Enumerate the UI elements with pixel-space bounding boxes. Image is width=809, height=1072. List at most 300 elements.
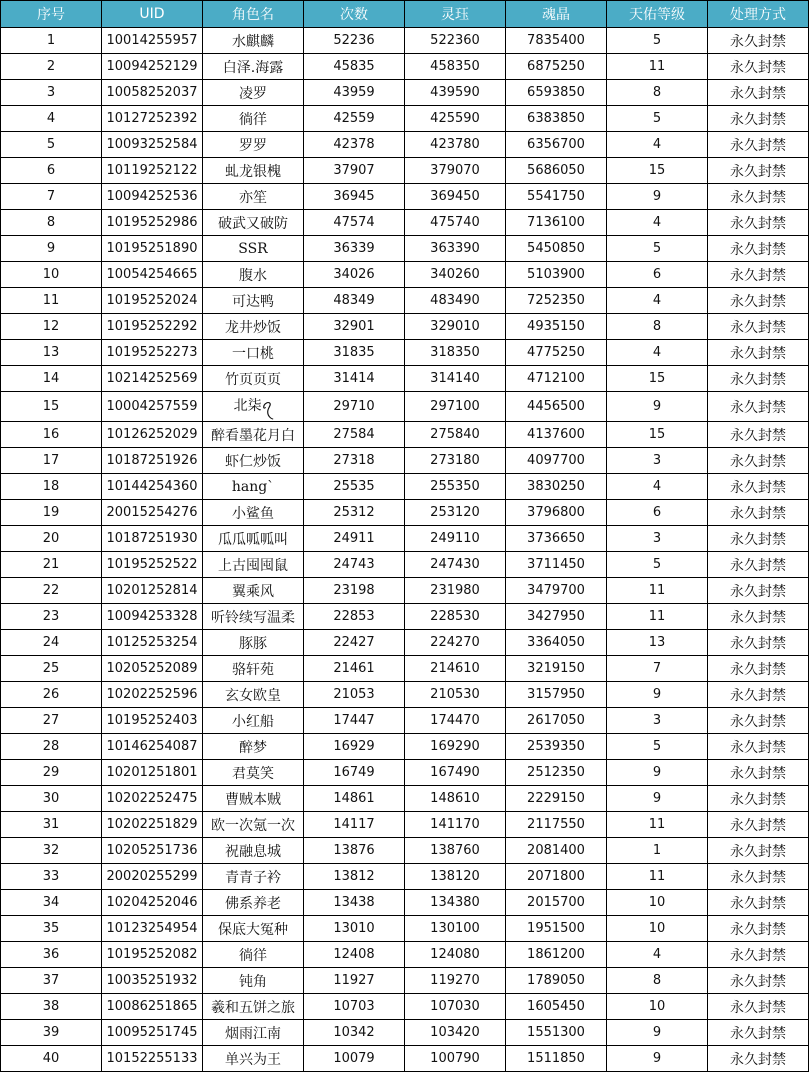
- role-name-cell: 骆轩苑: [203, 656, 304, 682]
- lingjue-cell: 228530: [405, 604, 506, 630]
- header-count: 次数: [304, 1, 405, 28]
- uid-cell: 20015254276: [102, 500, 203, 526]
- table-row: [1, 786, 809, 812]
- count-cell: 12408: [304, 942, 405, 968]
- lingjue-cell: 255350: [405, 474, 506, 500]
- uid-cell: 10152255133: [102, 1046, 203, 1072]
- count-cell: 21053: [304, 682, 405, 708]
- index-cell: 12: [1, 314, 102, 340]
- hunjing-cell: 7252350: [506, 288, 607, 314]
- hunjing-cell: 3830250: [506, 474, 607, 500]
- uid-cell: 10195251890: [102, 236, 203, 262]
- hunjing-cell: 4456500: [506, 392, 607, 422]
- tianyou-level-cell: 11: [607, 864, 708, 890]
- role-name-cell: 羲和五饼之旅: [203, 994, 304, 1020]
- count-cell: 31414: [304, 366, 405, 392]
- lingjue-cell: 314140: [405, 366, 506, 392]
- hunjing-cell: 6383850: [506, 106, 607, 132]
- action-cell: 永久封禁: [708, 340, 809, 366]
- role-name-cell: 钝角: [203, 968, 304, 994]
- count-cell: 34026: [304, 262, 405, 288]
- role-name-cell: 虾仁炒饭: [203, 448, 304, 474]
- table-row: [1, 968, 809, 994]
- index-cell: 27: [1, 708, 102, 734]
- uid-cell: 10205251736: [102, 838, 203, 864]
- action-cell: 永久封禁: [708, 158, 809, 184]
- table-row: [1, 1020, 809, 1046]
- tianyou-level-cell: 5: [607, 236, 708, 262]
- action-cell: 永久封禁: [708, 500, 809, 526]
- hunjing-cell: 2015700: [506, 890, 607, 916]
- index-cell: 28: [1, 734, 102, 760]
- tianyou-level-cell: 8: [607, 80, 708, 106]
- count-cell: 43959: [304, 80, 405, 106]
- role-name-cell: 水麒麟: [203, 28, 304, 54]
- table-row: [1, 500, 809, 526]
- table-row: [1, 812, 809, 838]
- index-cell: 24: [1, 630, 102, 656]
- uid-cell: 10126252029: [102, 422, 203, 448]
- role-name-cell: 醉看墨花月白: [203, 422, 304, 448]
- tianyou-level-cell: 4: [607, 942, 708, 968]
- tianyou-level-cell: 4: [607, 288, 708, 314]
- count-cell: 13010: [304, 916, 405, 942]
- count-cell: 16929: [304, 734, 405, 760]
- table-row: [1, 210, 809, 236]
- uid-cell: 10201251801: [102, 760, 203, 786]
- table-row: [1, 158, 809, 184]
- role-name-cell: 祝融息城: [203, 838, 304, 864]
- role-name-cell: 一口桃: [203, 340, 304, 366]
- table-row: [1, 448, 809, 474]
- table-row: [1, 366, 809, 392]
- index-cell: 38: [1, 994, 102, 1020]
- index-cell: 21: [1, 552, 102, 578]
- role-name-cell: 亦笙: [203, 184, 304, 210]
- hunjing-cell: 4712100: [506, 366, 607, 392]
- hunjing-cell: 5541750: [506, 184, 607, 210]
- hunjing-cell: 2229150: [506, 786, 607, 812]
- lingjue-cell: 224270: [405, 630, 506, 656]
- lingjue-cell: 167490: [405, 760, 506, 786]
- action-cell: 永久封禁: [708, 1046, 809, 1072]
- role-name-cell: 青青子衿: [203, 864, 304, 890]
- lingjue-cell: 100790: [405, 1046, 506, 1072]
- uid-cell: 10095251745: [102, 1020, 203, 1046]
- tianyou-level-cell: 8: [607, 968, 708, 994]
- action-cell: 永久封禁: [708, 54, 809, 80]
- hunjing-cell: 1861200: [506, 942, 607, 968]
- table-row: [1, 132, 809, 158]
- hunjing-cell: 1605450: [506, 994, 607, 1020]
- count-cell: 24911: [304, 526, 405, 552]
- role-name-cell: 竹页页页: [203, 366, 304, 392]
- table-row: [1, 80, 809, 106]
- tianyou-level-cell: 11: [607, 812, 708, 838]
- action-cell: 永久封禁: [708, 890, 809, 916]
- table-row: [1, 682, 809, 708]
- role-name-cell: 北柒ꪖ: [203, 392, 304, 422]
- lingjue-cell: 148610: [405, 786, 506, 812]
- role-name-cell: 听铃续写温柔: [203, 604, 304, 630]
- tianyou-level-cell: 11: [607, 54, 708, 80]
- header-lingjue: 灵珏: [405, 1, 506, 28]
- uid-cell: 10205252089: [102, 656, 203, 682]
- uid-cell: 10201252814: [102, 578, 203, 604]
- tianyou-level-cell: 1: [607, 838, 708, 864]
- count-cell: 14117: [304, 812, 405, 838]
- action-cell: 永久封禁: [708, 760, 809, 786]
- hunjing-cell: 7835400: [506, 28, 607, 54]
- hunjing-cell: 3219150: [506, 656, 607, 682]
- count-cell: 22853: [304, 604, 405, 630]
- lingjue-cell: 107030: [405, 994, 506, 1020]
- index-cell: 30: [1, 786, 102, 812]
- table-row: [1, 236, 809, 262]
- count-cell: 42559: [304, 106, 405, 132]
- hunjing-cell: 3157950: [506, 682, 607, 708]
- uid-cell: 10127252392: [102, 106, 203, 132]
- tianyou-level-cell: 9: [607, 184, 708, 210]
- action-cell: 永久封禁: [708, 812, 809, 838]
- table-row: [1, 262, 809, 288]
- tianyou-level-cell: 6: [607, 262, 708, 288]
- tianyou-level-cell: 11: [607, 578, 708, 604]
- hunjing-cell: 3796800: [506, 500, 607, 526]
- tianyou-level-cell: 10: [607, 916, 708, 942]
- table-row: [1, 994, 809, 1020]
- uid-cell: 10058252037: [102, 80, 203, 106]
- hunjing-cell: 5450850: [506, 236, 607, 262]
- uid-cell: 10125253254: [102, 630, 203, 656]
- action-cell: 永久封禁: [708, 604, 809, 630]
- lingjue-cell: 231980: [405, 578, 506, 604]
- hunjing-cell: 2512350: [506, 760, 607, 786]
- tianyou-level-cell: 4: [607, 474, 708, 500]
- index-cell: 36: [1, 942, 102, 968]
- action-cell: 永久封禁: [708, 392, 809, 422]
- action-cell: 永久封禁: [708, 288, 809, 314]
- index-cell: 23: [1, 604, 102, 630]
- lingjue-cell: 134380: [405, 890, 506, 916]
- count-cell: 37907: [304, 158, 405, 184]
- table-row: [1, 916, 809, 942]
- role-name-cell: 醉梦: [203, 734, 304, 760]
- index-cell: 26: [1, 682, 102, 708]
- table-row: [1, 106, 809, 132]
- tianyou-level-cell: 13: [607, 630, 708, 656]
- action-cell: 永久封禁: [708, 526, 809, 552]
- index-cell: 2: [1, 54, 102, 80]
- table-row: [1, 54, 809, 80]
- uid-cell: 10202251829: [102, 812, 203, 838]
- table-row: [1, 28, 809, 54]
- uid-cell: 10195252986: [102, 210, 203, 236]
- tianyou-level-cell: 15: [607, 422, 708, 448]
- lingjue-cell: 214610: [405, 656, 506, 682]
- action-cell: 永久封禁: [708, 786, 809, 812]
- hunjing-cell: 4775250: [506, 340, 607, 366]
- index-cell: 39: [1, 1020, 102, 1046]
- count-cell: 48349: [304, 288, 405, 314]
- count-cell: 36945: [304, 184, 405, 210]
- hunjing-cell: 3711450: [506, 552, 607, 578]
- table-row: [1, 760, 809, 786]
- action-cell: 永久封禁: [708, 422, 809, 448]
- hunjing-cell: 2081400: [506, 838, 607, 864]
- tianyou-level-cell: 5: [607, 734, 708, 760]
- index-cell: 17: [1, 448, 102, 474]
- lingjue-cell: 423780: [405, 132, 506, 158]
- hunjing-cell: 5103900: [506, 262, 607, 288]
- lingjue-cell: 249110: [405, 526, 506, 552]
- hunjing-cell: 6356700: [506, 132, 607, 158]
- hunjing-cell: 6875250: [506, 54, 607, 80]
- lingjue-cell: 475740: [405, 210, 506, 236]
- hunjing-cell: 3364050: [506, 630, 607, 656]
- index-cell: 25: [1, 656, 102, 682]
- lingjue-cell: 174470: [405, 708, 506, 734]
- table-row: [1, 1046, 809, 1072]
- action-cell: 永久封禁: [708, 80, 809, 106]
- lingjue-cell: 329010: [405, 314, 506, 340]
- index-cell: 40: [1, 1046, 102, 1072]
- action-cell: 永久封禁: [708, 864, 809, 890]
- table-row: [1, 288, 809, 314]
- role-name-cell: 罗罗: [203, 132, 304, 158]
- tianyou-level-cell: 15: [607, 158, 708, 184]
- index-cell: 34: [1, 890, 102, 916]
- role-name-cell: 君莫笑: [203, 760, 304, 786]
- count-cell: 11927: [304, 968, 405, 994]
- lingjue-cell: 138760: [405, 838, 506, 864]
- index-cell: 9: [1, 236, 102, 262]
- lingjue-cell: 318350: [405, 340, 506, 366]
- hunjing-cell: 5686050: [506, 158, 607, 184]
- action-cell: 永久封禁: [708, 942, 809, 968]
- action-cell: 永久封禁: [708, 210, 809, 236]
- table-row: [1, 890, 809, 916]
- lingjue-cell: 483490: [405, 288, 506, 314]
- table-row: [1, 552, 809, 578]
- role-name-cell: 保底大冤种: [203, 916, 304, 942]
- tianyou-level-cell: 9: [607, 760, 708, 786]
- index-cell: 1: [1, 28, 102, 54]
- role-name-cell: SSR: [203, 236, 304, 262]
- hunjing-cell: 7136100: [506, 210, 607, 236]
- index-cell: 10: [1, 262, 102, 288]
- lingjue-cell: 141170: [405, 812, 506, 838]
- hunjing-cell: 1511850: [506, 1046, 607, 1072]
- hunjing-cell: 3427950: [506, 604, 607, 630]
- tianyou-level-cell: 9: [607, 1020, 708, 1046]
- lingjue-cell: 253120: [405, 500, 506, 526]
- role-name-cell: 豚豚: [203, 630, 304, 656]
- role-name-cell: 佛系养老: [203, 890, 304, 916]
- uid-cell: 10214252569: [102, 366, 203, 392]
- tianyou-level-cell: 3: [607, 526, 708, 552]
- action-cell: 永久封禁: [708, 366, 809, 392]
- table-row: [1, 734, 809, 760]
- count-cell: 29710: [304, 392, 405, 422]
- hunjing-cell: 4935150: [506, 314, 607, 340]
- action-cell: 永久封禁: [708, 578, 809, 604]
- tianyou-level-cell: 4: [607, 210, 708, 236]
- index-cell: 35: [1, 916, 102, 942]
- action-cell: 永久封禁: [708, 474, 809, 500]
- lingjue-cell: 247430: [405, 552, 506, 578]
- uid-cell: 10086251865: [102, 994, 203, 1020]
- tianyou-level-cell: 15: [607, 366, 708, 392]
- index-cell: 3: [1, 80, 102, 106]
- uid-cell: 10094253328: [102, 604, 203, 630]
- uid-cell: 10093252584: [102, 132, 203, 158]
- uid-cell: 20020255299: [102, 864, 203, 890]
- hunjing-cell: 4097700: [506, 448, 607, 474]
- count-cell: 25535: [304, 474, 405, 500]
- count-cell: 36339: [304, 236, 405, 262]
- role-name-cell: 曹贼本贼: [203, 786, 304, 812]
- tianyou-level-cell: 9: [607, 682, 708, 708]
- table-row: [1, 838, 809, 864]
- role-name-cell: 烟雨江南: [203, 1020, 304, 1046]
- uid-cell: 10204252046: [102, 890, 203, 916]
- role-name-cell: 龙井炒饭: [203, 314, 304, 340]
- action-cell: 永久封禁: [708, 682, 809, 708]
- tianyou-level-cell: 5: [607, 552, 708, 578]
- tianyou-level-cell: 3: [607, 708, 708, 734]
- header-hunjing: 魂晶: [506, 1, 607, 28]
- role-name-cell: 单兴为王: [203, 1046, 304, 1072]
- tianyou-level-cell: 10: [607, 890, 708, 916]
- uid-cell: 10195252024: [102, 288, 203, 314]
- uid-cell: 10144254360: [102, 474, 203, 500]
- action-cell: 永久封禁: [708, 1020, 809, 1046]
- count-cell: 14861: [304, 786, 405, 812]
- index-cell: 18: [1, 474, 102, 500]
- table-row: [1, 656, 809, 682]
- uid-cell: 10195252273: [102, 340, 203, 366]
- uid-cell: 10119252122: [102, 158, 203, 184]
- lingjue-cell: 425590: [405, 106, 506, 132]
- tianyou-level-cell: 11: [607, 604, 708, 630]
- header-uid: UID: [102, 1, 203, 28]
- tianyou-level-cell: 3: [607, 448, 708, 474]
- table-row: [1, 630, 809, 656]
- index-cell: 20: [1, 526, 102, 552]
- count-cell: 13438: [304, 890, 405, 916]
- role-name-cell: 小鲨鱼: [203, 500, 304, 526]
- lingjue-cell: 458350: [405, 54, 506, 80]
- count-cell: 16749: [304, 760, 405, 786]
- role-name-cell: 腹水: [203, 262, 304, 288]
- lingjue-cell: 275840: [405, 422, 506, 448]
- count-cell: 47574: [304, 210, 405, 236]
- count-cell: 31835: [304, 340, 405, 366]
- table-row: [1, 392, 809, 422]
- index-cell: 22: [1, 578, 102, 604]
- tianyou-level-cell: 10: [607, 994, 708, 1020]
- action-cell: 永久封禁: [708, 132, 809, 158]
- hunjing-cell: 1951500: [506, 916, 607, 942]
- action-cell: 永久封禁: [708, 184, 809, 210]
- header-action: 处理方式: [708, 1, 809, 28]
- count-cell: 52236: [304, 28, 405, 54]
- tianyou-level-cell: 6: [607, 500, 708, 526]
- lingjue-cell: 297100: [405, 392, 506, 422]
- role-name-cell: 徜徉: [203, 942, 304, 968]
- table-row: [1, 340, 809, 366]
- uid-cell: 10195252082: [102, 942, 203, 968]
- table-row: [1, 604, 809, 630]
- index-cell: 14: [1, 366, 102, 392]
- uid-cell: 10035251932: [102, 968, 203, 994]
- uid-cell: 10014255957: [102, 28, 203, 54]
- action-cell: 永久封禁: [708, 708, 809, 734]
- table-body: [1, 28, 809, 1072]
- uid-cell: 10202252475: [102, 786, 203, 812]
- hunjing-cell: 3736650: [506, 526, 607, 552]
- action-cell: 永久封禁: [708, 916, 809, 942]
- count-cell: 24743: [304, 552, 405, 578]
- hunjing-cell: 6593850: [506, 80, 607, 106]
- tianyou-level-cell: 9: [607, 786, 708, 812]
- uid-cell: 10187251930: [102, 526, 203, 552]
- uid-cell: 10202252596: [102, 682, 203, 708]
- count-cell: 13876: [304, 838, 405, 864]
- role-name-cell: 白泽.海露: [203, 54, 304, 80]
- count-cell: 23198: [304, 578, 405, 604]
- count-cell: 21461: [304, 656, 405, 682]
- uid-cell: 10094252129: [102, 54, 203, 80]
- index-cell: 16: [1, 422, 102, 448]
- count-cell: 13812: [304, 864, 405, 890]
- count-cell: 27584: [304, 422, 405, 448]
- lingjue-cell: 124080: [405, 942, 506, 968]
- header-index: 序号: [1, 1, 102, 28]
- index-cell: 31: [1, 812, 102, 838]
- role-name-cell: 破武又破防: [203, 210, 304, 236]
- count-cell: 22427: [304, 630, 405, 656]
- index-cell: 33: [1, 864, 102, 890]
- lingjue-cell: 369450: [405, 184, 506, 210]
- table-row: [1, 422, 809, 448]
- table-header: [1, 1, 809, 28]
- lingjue-cell: 522360: [405, 28, 506, 54]
- hunjing-cell: 1789050: [506, 968, 607, 994]
- uid-cell: 10195252403: [102, 708, 203, 734]
- table-row: [1, 184, 809, 210]
- table-row: [1, 314, 809, 340]
- uid-cell: 10123254954: [102, 916, 203, 942]
- action-cell: 永久封禁: [708, 106, 809, 132]
- count-cell: 10342: [304, 1020, 405, 1046]
- tianyou-level-cell: 9: [607, 392, 708, 422]
- header-row: [1, 1, 809, 28]
- action-cell: 永久封禁: [708, 262, 809, 288]
- role-name-cell: hang`: [203, 474, 304, 500]
- tianyou-level-cell: 5: [607, 28, 708, 54]
- hunjing-cell: 3479700: [506, 578, 607, 604]
- uid-cell: 10054254665: [102, 262, 203, 288]
- header-role-name: 角色名: [203, 1, 304, 28]
- index-cell: 5: [1, 132, 102, 158]
- action-cell: 永久封禁: [708, 448, 809, 474]
- action-cell: 永久封禁: [708, 656, 809, 682]
- hunjing-cell: 2617050: [506, 708, 607, 734]
- action-cell: 永久封禁: [708, 968, 809, 994]
- table-row: [1, 708, 809, 734]
